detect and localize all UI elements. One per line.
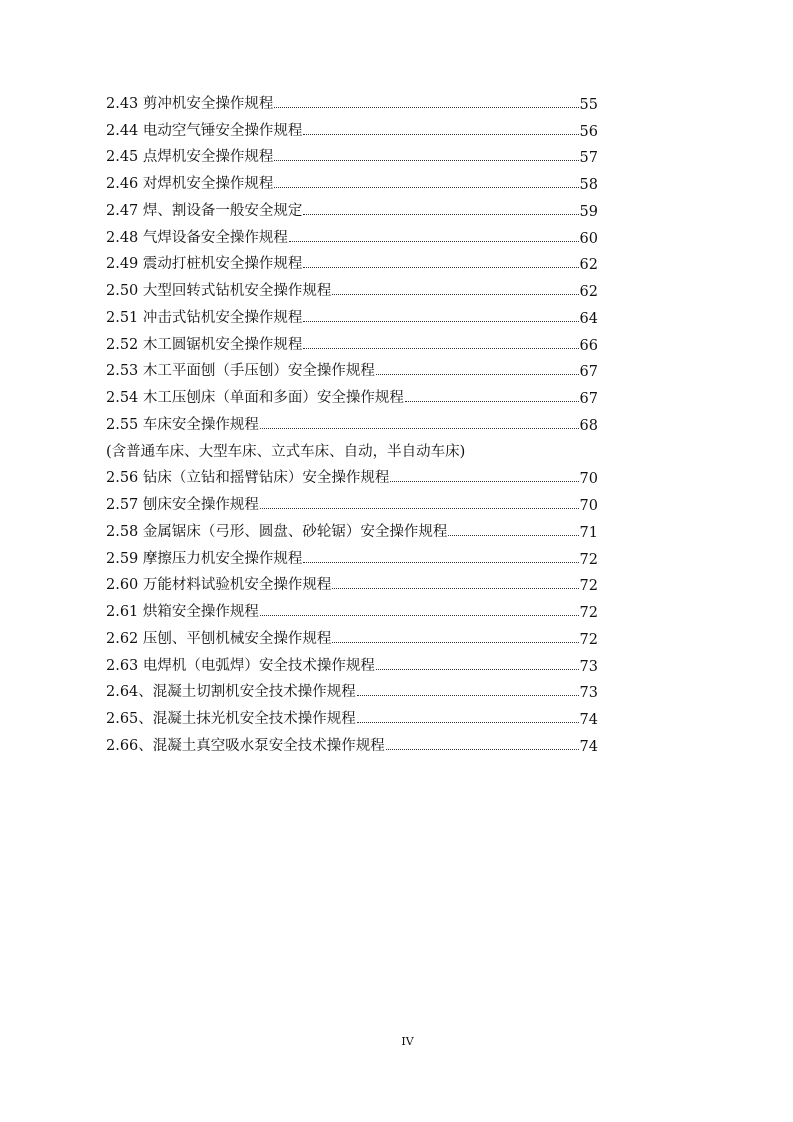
toc-entry[interactable] (106, 113, 598, 140)
toc-entry-page: 73 (579, 685, 598, 702)
toc-entry-page: 62 (579, 284, 598, 300)
dot-leader (405, 401, 579, 402)
toc-entry-page: 59 (579, 203, 598, 220)
toc-entry-title: 2.56 钻床（立钻和摇臂钻床）安全操作规程 (106, 470, 390, 487)
dot-leader (303, 562, 578, 563)
toc-entry[interactable] (106, 273, 598, 300)
toc-entry-title: 2.57 刨床安全操作规程 (106, 497, 259, 513)
toc-entry-title: 2.46 对焊机安全操作规程 (106, 176, 274, 192)
toc-entry-title: 2.48 气焊设备安全操作规程 (106, 229, 288, 246)
toc-entry-page: 62 (579, 257, 598, 274)
toc-entry[interactable] (106, 327, 598, 354)
table-of-contents (106, 86, 598, 755)
toc-entry-title: 2.55 车床安全操作规程 (106, 416, 259, 433)
toc-entry[interactable] (106, 675, 598, 702)
dot-leader (274, 187, 578, 188)
dot-leader (332, 294, 578, 295)
toc-entry-page: 72 (579, 605, 598, 621)
toc-entry[interactable] (106, 648, 598, 675)
toc-entry-title: 2.60 万能材料试验机安全操作规程 (106, 577, 332, 594)
toc-entry-title: 2.66、混凝土真空吸水泵安全技术操作规程 (106, 737, 385, 754)
dot-leader (390, 481, 578, 482)
toc-entry-page: 72 (579, 578, 598, 595)
toc-entry[interactable] (106, 728, 598, 755)
toc-entry-page: 74 (579, 738, 598, 755)
toc-entry[interactable] (106, 594, 598, 621)
dot-leader (303, 134, 578, 135)
toc-entry-page: 66 (579, 337, 598, 354)
toc-entry[interactable] (106, 193, 598, 220)
toc-entry-title: 2.59 摩擦压力机安全操作规程 (106, 550, 303, 567)
dot-leader (289, 241, 579, 242)
dot-leader (303, 267, 578, 268)
toc-entry[interactable] (106, 354, 598, 381)
toc-entry-page: 58 (579, 177, 598, 193)
toc-entry[interactable] (106, 461, 598, 488)
dot-leader (357, 695, 579, 696)
toc-entry[interactable] (106, 247, 598, 274)
toc-entry-page: 55 (579, 96, 598, 113)
toc-entry[interactable] (106, 166, 598, 193)
dot-leader (274, 107, 578, 108)
toc-entry-title: 2.52 木工圆锯机安全操作规程 (106, 336, 303, 353)
toc-entry-page: 73 (579, 658, 598, 675)
dot-leader (303, 321, 578, 322)
toc-entry-title: 2.63 电焊机（电弧焊）安全技术操作规程 (106, 657, 375, 674)
toc-entry[interactable] (106, 220, 598, 247)
dot-leader (274, 160, 578, 161)
toc-entry-title: 2.45 点焊机安全操作规程 (106, 149, 274, 166)
toc-entry-page: 74 (579, 712, 598, 728)
dot-leader (260, 428, 579, 429)
dot-leader (260, 615, 579, 616)
toc-entry[interactable] (106, 86, 598, 113)
page-number: IV (401, 1035, 414, 1048)
toc-entry-title: (含普通车床、大型车床、立式车床、自动，半自动车床) (106, 443, 466, 460)
dot-leader (376, 374, 579, 375)
dot-leader (386, 749, 579, 750)
toc-entry-title: 2.53 木工平面刨（手压刨）安全操作规程 (106, 363, 375, 380)
toc-entry-title: 2.54 木工压刨床（单面和多面）安全操作规程 (106, 390, 404, 406)
toc-entry-page: 70 (579, 498, 598, 514)
toc-entry-page: 72 (579, 551, 598, 568)
toc-entry-title: 2.61 烘箱安全操作规程 (106, 604, 259, 620)
toc-entry-title: 2.50 大型回转式钻机安全操作规程 (106, 283, 332, 299)
toc-entry[interactable] (106, 300, 598, 327)
toc-entry-title: 2.44 电动空气锤安全操作规程 (106, 122, 303, 139)
toc-entry[interactable] (106, 407, 598, 434)
dot-leader (303, 214, 578, 215)
toc-entry-page: 64 (579, 310, 598, 327)
toc-entry[interactable] (106, 514, 598, 541)
toc-entry-page: 56 (579, 123, 598, 140)
dot-leader (260, 508, 579, 509)
dot-leader (376, 669, 579, 670)
toc-entry-title: 2.62 压刨、平刨机械安全操作规程 (106, 630, 332, 647)
toc-entry-page: 68 (579, 417, 598, 434)
toc-entry[interactable] (106, 140, 598, 167)
toc-entry[interactable] (106, 701, 598, 728)
toc-entry-page: 57 (579, 150, 598, 167)
toc-entry-title: 2.58 金属锯床（弓形、圆盘、砂轮锯）安全操作规程 (106, 523, 448, 540)
toc-entry-page: 60 (579, 230, 598, 247)
toc-entry[interactable] (106, 380, 598, 407)
toc-entry[interactable] (106, 541, 598, 568)
toc-entry-page: 67 (579, 364, 598, 381)
toc-entry-title: 2.47 焊、割设备一般安全规定 (106, 202, 303, 219)
toc-entry-page: 67 (579, 391, 598, 407)
dot-leader (303, 348, 578, 349)
toc-entry[interactable] (106, 568, 598, 595)
dot-leader (332, 588, 578, 589)
toc-note (106, 434, 598, 461)
dot-leader (357, 722, 579, 723)
toc-entry-page: 72 (579, 631, 598, 648)
toc-entry-title: 2.43 剪冲机安全操作规程 (106, 95, 274, 112)
toc-entry-title: 2.64、混凝土切割机安全技术操作规程 (106, 684, 356, 701)
toc-entry[interactable] (106, 621, 598, 648)
toc-entry-page: 70 (579, 471, 598, 488)
toc-entry-page: 71 (579, 524, 598, 541)
toc-entry[interactable] (106, 487, 598, 514)
toc-entry-title: 2.49 震动打桩机安全操作规程 (106, 256, 303, 273)
dot-leader (448, 535, 578, 536)
dot-leader (332, 642, 578, 643)
toc-entry-title: 2.65、混凝土抹光机安全技术操作规程 (106, 711, 356, 727)
toc-entry-title: 2.51 冲击式钻机安全操作规程 (106, 309, 303, 326)
